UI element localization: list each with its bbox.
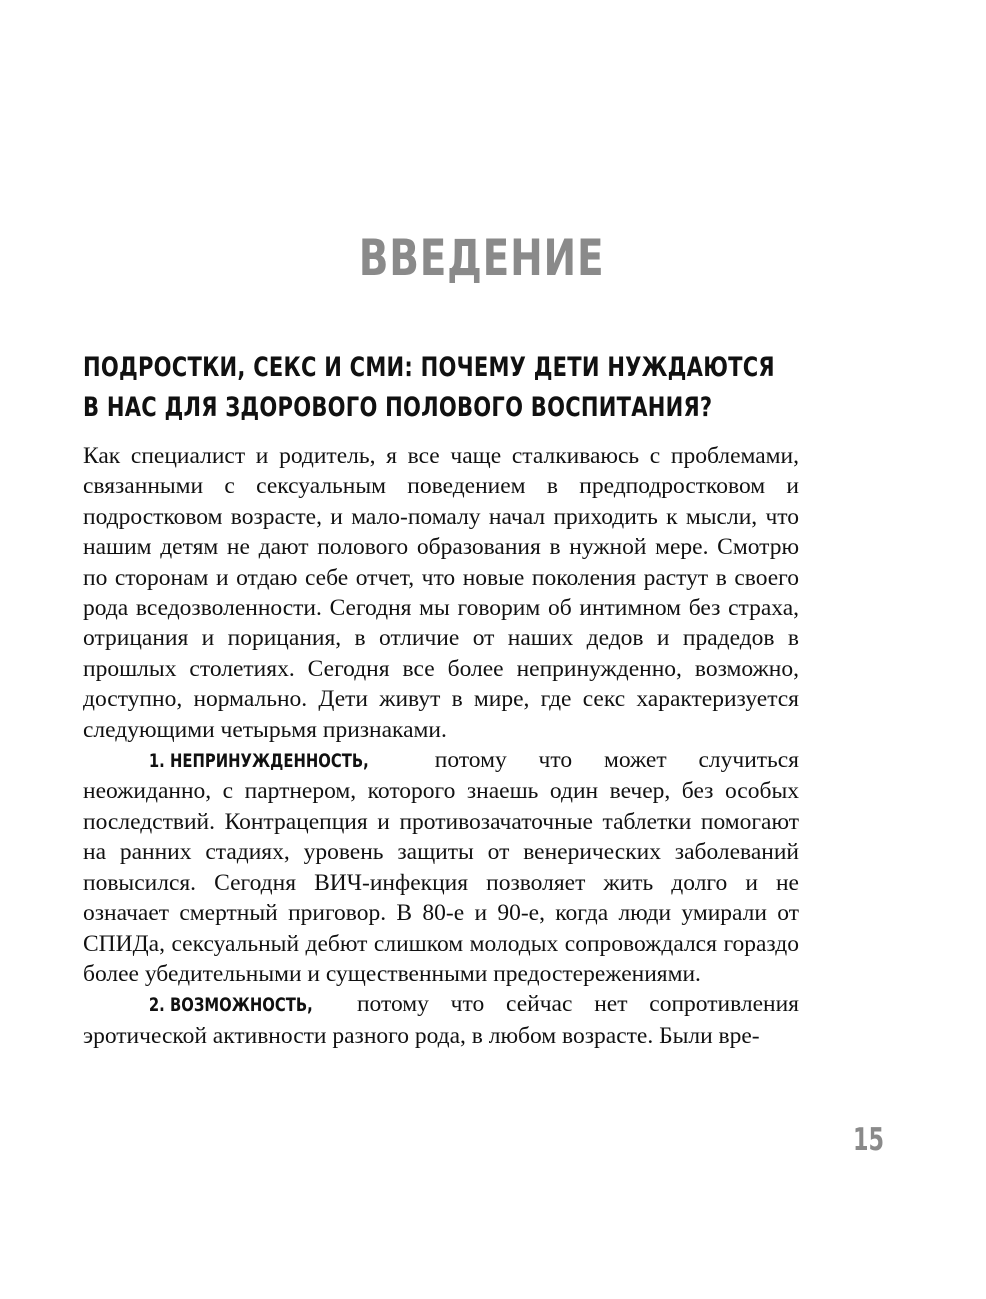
list-item-2 bbox=[83, 989, 799, 1051]
list-item-1-text: потому что может случиться неожиданно, с партнером, которого знаешь один вечер, без особых последствий. Контрацепция и противозачаточные таблетки помогают на ранних стадиях, уровень защиты от венерических заболеваний повысился. Сегодня ВИЧ-инфекция позволяет жить долго и не означает смертный приговор. В 80-е и 90-е, когда люди умирали от СПИДа, сексуальный дебют слишком молодых сопровождался гораздо более убедительными и существенными предостережениями. bbox=[83, 747, 799, 987]
section-heading bbox=[83, 348, 775, 428]
intro-paragraph: Как специалист и родитель, я все чаще сталкиваюсь с проблемами, связанными с сексуальным поведением в предподростковом и подростковом возрасте, и мало-помалу начал приходить к мысли, что нашим детям не дают полового образования в нужной мере. Смотрю по сторонам и отдаю себе отчет, что новые поколения растут в своего рода вседозволенности. Сегодня мы говорим об интимном без страха, отрицания и порицания, в отличие от наших дедов и прадедов в прошлых столетиях. Сегодня все более непринужденно, возможно, доступно, нормально. Дети живут в мире, где секс характеризуется следующими четырьмя признаками. bbox=[83, 443, 799, 743]
page-number: 15 bbox=[853, 1122, 885, 1158]
list-item-2-lead: 2. ВОЗМОЖНОСТЬ, bbox=[148, 994, 313, 1017]
section-heading-line-1: ПОДРОСТКИ, СЕКС И СМИ: ПОЧЕМУ ДЕТИ НУЖДАЮТСЯ bbox=[83, 352, 775, 383]
section-heading-line-2: В НАС ДЛЯ ЗДОРОВОГО ПОЛОВОГО ВОСПИТАНИЯ? bbox=[83, 392, 713, 423]
list-item-1-lead: 1. НЕПРИНУЖДЕННОСТЬ, bbox=[148, 750, 369, 773]
body-text bbox=[83, 441, 799, 1051]
chapter-title: ВВЕДЕНИЕ bbox=[358, 229, 605, 287]
list-item-2-text: потому что сейчас нет сопротивления эротической активности разного рода, в любом возрасте. Были вре- bbox=[83, 991, 799, 1049]
list-item-1 bbox=[83, 745, 799, 989]
